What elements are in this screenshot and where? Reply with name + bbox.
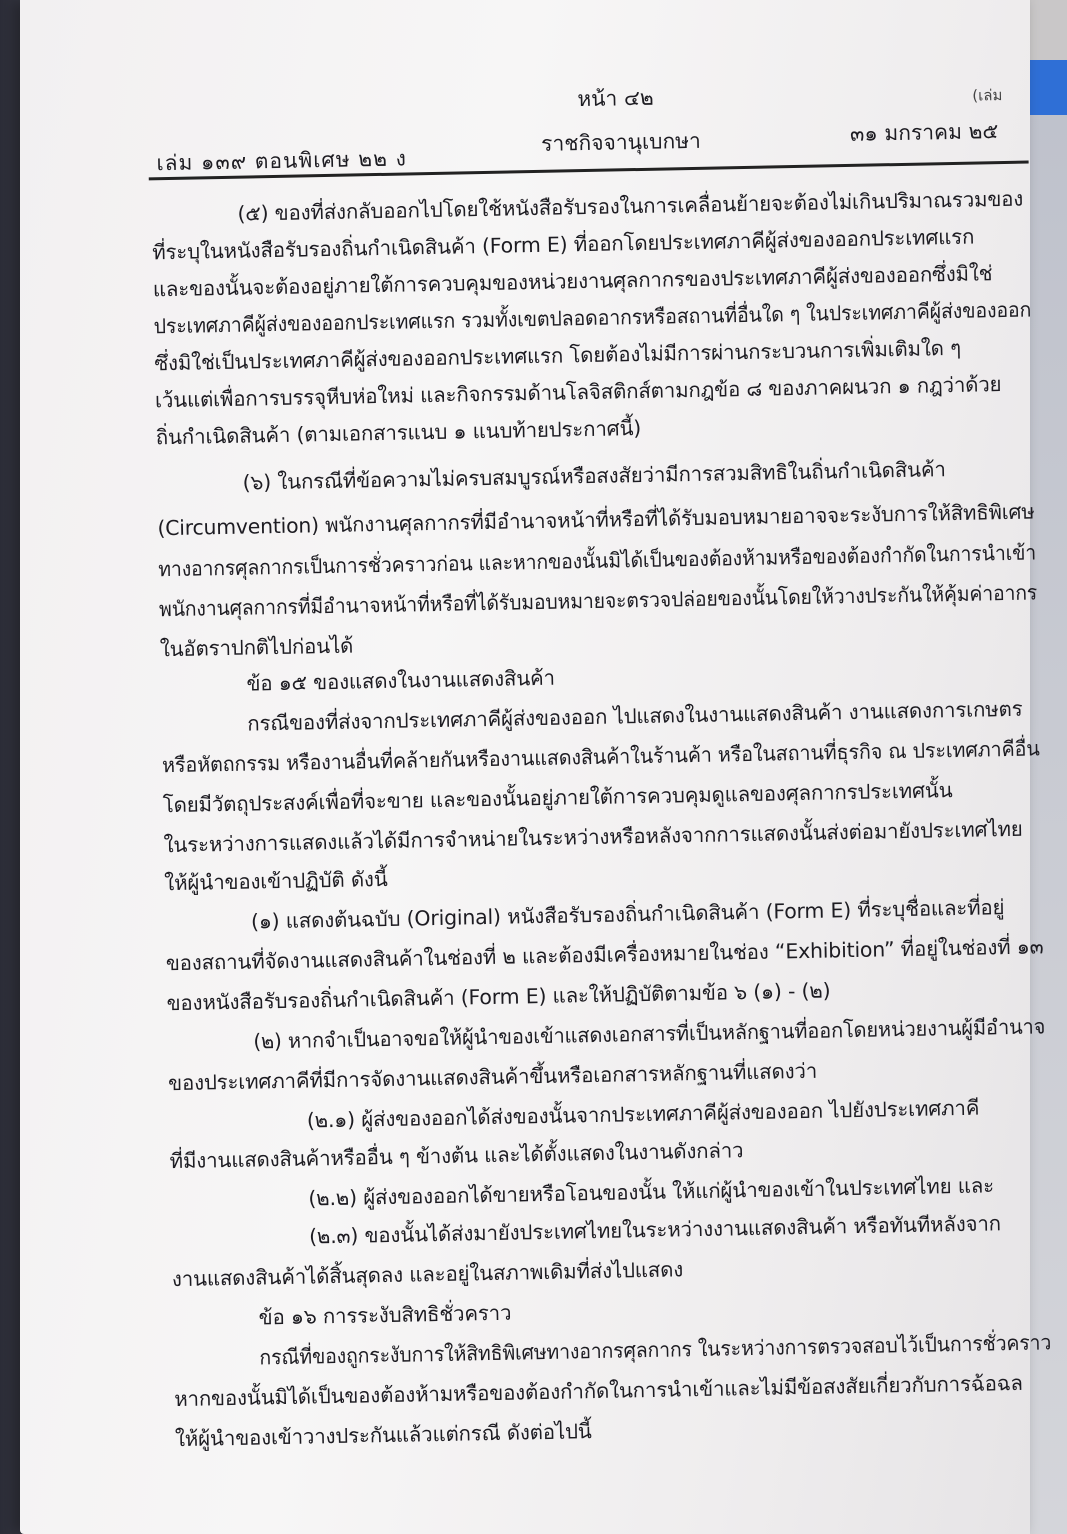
body-line: ในระหว่างการแสดงแล้วได้มีการจำหน่ายในระหว่างหรือหลังจากการแสดงนั้นส่งต่อมายังประเทศไทย <box>163 816 1023 858</box>
body-line: หากของนั้นมิได้เป็นของต้องห้ามหรือของต้องกำกัดในการนำเข้าและไม่มีข้อสงสัยเกี่ยวกับการฉ้อฉล <box>173 1370 1024 1412</box>
body-line: (๕) ของที่ส่งกลับออกไปโดยใช้หนังสือรับรองในการเคลื่อนย้ายจะต้องไม่เกินปริมาณรวมของ <box>237 186 1024 226</box>
body-line: ในอัตราปกติไปก่อนได้ <box>159 633 354 662</box>
body-line: (๒.๓) ของนั้นได้ส่งมายังประเทศไทยในระหว่างงานแสดงสินค้า หรือทันทีหลังจาก <box>308 1211 1002 1249</box>
section-heading-16: ข้อ ๑๖ การระงับสิทธิชั่วคราว <box>258 1300 512 1330</box>
margin-note: (เล่ม <box>972 86 1003 105</box>
body-line: (๑) แสดงต้นฉบับ (Original) หนังสือรับรองถิ่นกำเนิดสินค้า (Form E) ที่ระบุชื่อและที่อยู่ <box>250 895 1005 934</box>
section-heading-15: ข้อ ๑๕ ของแสดงในงานแสดงสินค้า <box>246 665 556 696</box>
body-line: ของหนังสือรับรองถิ่นกำเนิดสินค้า (Form E) และให้ปฏิบัติตามข้อ ๖ (๑) - (๒) <box>166 978 831 1016</box>
body-line: (๖) ในกรณีที่ข้อความไม่ครบสมบูรณ์หรือสงสัยว่ามีการสวมสิทธิในถิ่นกำเนิดสินค้า <box>242 457 946 495</box>
body-line: (Circumvention) พนักงานศุลกากรที่มีอำนาจหน้าที่หรือที่ได้รับมอบหมายอาจจะระงับการให้สิทธิพิเศษ <box>157 499 1035 541</box>
page-number: หน้า ๔๒ <box>577 85 654 112</box>
body-line: (๒.๑) ผู้ส่งของออกได้ส่งของนั้นจากประเทศภาคีผู้ส่งของออก ไปยังประเทศภาคี <box>306 1095 980 1133</box>
body-line: พนักงานศุลกากรที่มีอำนาจหน้าที่หรือที่ได้รับมอบหมายจะตรวจปล่อยของนั้นโดยให้วางประกันให้คุ้มค่าอากร <box>158 580 1038 622</box>
issue-date: ๓๑ มกราคม ๒๕ <box>849 119 999 146</box>
volume-info: เล่ม ๑๓๙ ตอนพิเศษ ๒๒ ง <box>156 146 408 176</box>
body-line: ประเทศภาคีผู้ส่งของออกประเทศแรก รวมทั้งเขตปลอดอากรหรือสถานที่อื่นใด ๆ ในประเทศภาคีผู้ส่งของออก <box>153 297 1032 339</box>
body-line: โดยมีวัตถุประสงค์เพื่อที่จะขาย และของนั้นอยู่ภายใต้การควบคุมดูแลของศุลกากรประเทศนั้น <box>162 778 953 818</box>
body-line: และของนั้นจะต้องอยู่ภายใต้การควบคุมของหน่วยงานศุลกากรของประเทศภาคีผู้ส่งของออกซึ่งมิใช่ <box>152 261 993 302</box>
body-line: ซึ่งมิใช่เป็นประเทศภาคีผู้ส่งของออกประเทศแรก โดยต้องไม่มีการผ่านกระบวนการเพิ่มเติมใด ๆ <box>154 335 962 376</box>
body-line: งานแสดงสินค้าได้สิ้นสุดลง และอยู่ในสภาพเดิมที่ส่งไปแสดง <box>171 1257 684 1292</box>
body-line: ถิ่นกำเนิดสินค้า (ตามเอกสารแนบ ๑ แนบท้ายประกาศนี้) <box>155 416 642 450</box>
body-line: (๒.๒) ผู้ส่งของออกได้ขายหรือโอนของนั้น ให้แก่ผู้นำของเข้าในประเทศไทย และ <box>308 1173 995 1211</box>
blue-book-edge <box>1027 60 1067 115</box>
body-line: (๒) หากจำเป็นอาจขอให้ผู้นำของเข้าแสดงเอกสารที่เป็นหลักฐานที่ออกโดยหน่วยงานผู้มีอำนาจ <box>253 1014 1046 1054</box>
body-line: ให้ผู้นำของเข้าวางประกันแล้วแต่กรณี ดังต่อไปนี้ <box>174 1419 592 1452</box>
body-line: กรณีของที่ส่งจากประเทศภาคีผู้ส่งของออก ไปแสดงในงานแสดงสินค้า งานแสดงการเกษตร <box>247 696 1023 736</box>
body-line: ของประเทศภาคีที่มีการจัดงานแสดงสินค้าขึ้นหรือเอกสารหลักฐานที่แสดงว่า <box>167 1058 818 1096</box>
body-line: ทางอากรศุลกากรเป็นการชั่วคราวก่อน และหากของนั้นมิได้เป็นของต้องห้ามหรือของต้องกำกัดในการนำเข้า <box>158 540 1037 582</box>
gazette-title: ราชกิจจานุเบกษา <box>540 128 702 156</box>
body-line: หรือหัตถกรรม หรืองานอื่นที่คล้ายกันหรืองานแสดงสินค้าในร้านค้า หรือในสถานที่ธุรกิจ ณ ประเทศภาคีอื่น <box>161 736 1040 778</box>
body-line: กรณีที่ของถูกระงับการให้สิทธิพิเศษทางอากรศุลกากร ในระหว่างการตรวจสอบไว้เป็นการชั่วคราว <box>259 1330 1052 1370</box>
body-line: เว้นแต่เพื่อการบรรจุหีบห่อใหม่ และกิจกรรมด้านโลจิสติกส์ตามกฎข้อ ๘ ของภาคผนวก ๑ กฎว่าด้วย <box>154 372 1002 413</box>
body-line: ให้ผู้นำของเข้าปฏิบัติ ดังนี้ <box>164 866 388 896</box>
body-line: ของสถานที่จัดงานแสดงสินค้าในช่องที่ ๒ และต้องมีเครื่องหมายในช่อง “Exhibition” ที่อยู่ในช่องที่ ๑๓ <box>165 934 1044 976</box>
body-line: ที่ระบุในหนังสือรับรองถิ่นกำเนิดสินค้า (Form E) ที่ออกโดยประเทศภาคีผู้ส่งของออกประเทศแรก <box>151 224 975 265</box>
body-line: ที่มีงานแสดงสินค้าหรืออื่น ๆ ข้างต้น และได้ตั้งแสดงในงานดังกล่าว <box>169 1138 744 1174</box>
